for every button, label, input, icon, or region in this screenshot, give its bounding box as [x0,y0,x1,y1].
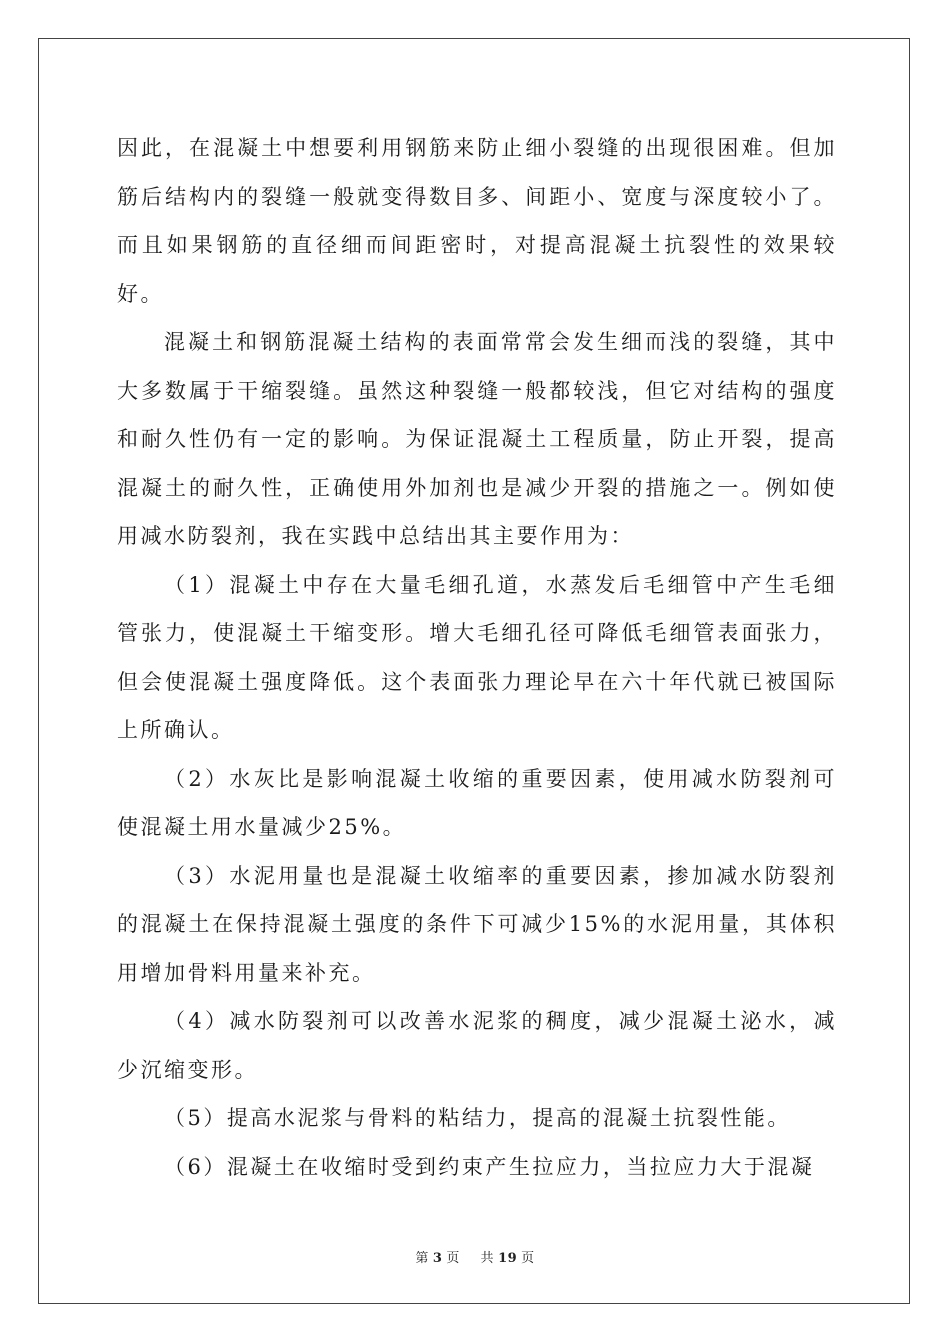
list-item-1: （1）混凝土中存在大量毛细孔道，水蒸发后毛细管中产生毛细管张力，使混凝土干缩变形。增大毛细孔径可降低毛细管表面张力，但会使混凝土强度降低。这个表面张力理论早在六十年代就已被国际上所确认。 [117,572,837,742]
page-indicator [411,1251,464,1266]
page-prefix: 第 [415,1251,429,1266]
list-item-6: （6）混凝土在收缩时受到约束产生拉应力，当拉应力大于混凝 [164,1154,815,1179]
total-prefix: 共 [480,1251,495,1266]
list-item-2: （2）水灰比是影响混凝土收缩的重要因素，使用减水防裂剂可使混凝土用水量减少25%。 [117,766,837,839]
list-item-3: （3）水泥用量也是混凝土收缩率的重要因素，掺加减水防裂剂的混凝土在保持混凝土强度的条件下可减少15%的水泥用量，其体积用增加骨料用量来补充。 [117,863,837,985]
total-indicator [477,1251,539,1266]
paragraph-2: 混凝土和钢筋混凝土结构的表面常常会发生细而浅的裂缝，其中大多数属于干缩裂缝。虽然这种裂缝一般都较浅，但它对结构的强度和耐久性仍有一定的影响。为保证混凝土工程质量，防止开裂，提高混凝土的耐久性，正确使用外加剂也是减少开裂的措施之一。例如使用减水防裂剂，我在实践中总结出其主要作用为： [117,330,837,548]
document-body [117,124,837,1191]
list-item-4: （4）减水防裂剂可以改善水泥浆的稠度，减少混凝土泌水，减少沉缩变形。 [117,1009,837,1082]
page-number: 3 [432,1251,443,1266]
paragraph-1: 因此，在混凝土中想要利用钢筋来防止细小裂缝的出现很困难。但加筋后结构内的裂缝一般就变得数目多、间距小、宽度与深度较小了。而且如果钢筋的直径细而间距密时，对提高混凝土抗裂性的效果较好。 [117,136,837,306]
page-footer [0,1247,950,1266]
list-item-5: （5）提高水泥浆与骨料的粘结力，提高的混凝土抗裂性能。 [164,1106,791,1130]
page-suffix: 页 [446,1251,460,1266]
total-pages: 19 [498,1251,518,1266]
total-suffix: 页 [521,1251,535,1266]
